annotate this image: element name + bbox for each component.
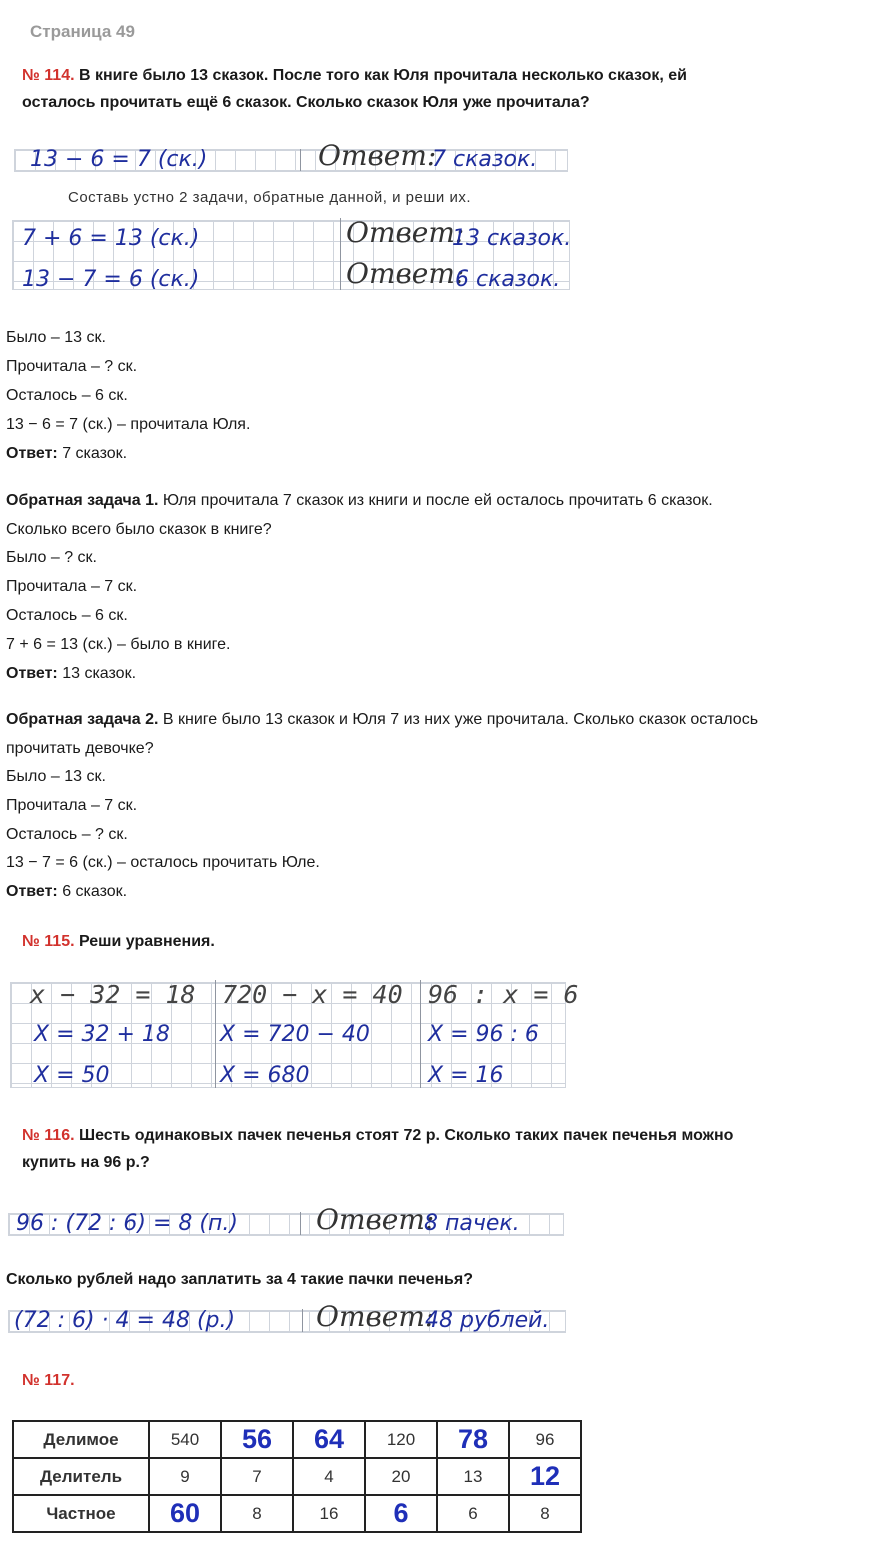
task-116-text-line2: купить на 96 р.? xyxy=(22,1154,150,1171)
table-cell-filled: 6 xyxy=(365,1495,437,1532)
inverse-2-line: 13 − 7 = 6 (ск.) – осталось прочитать Юле. xyxy=(6,854,320,871)
inverse-1-answer xyxy=(6,659,136,688)
grid-divider xyxy=(302,1309,303,1332)
explanation-line: 13 − 6 = 7 (ск.) – прочитала Юля. xyxy=(6,416,251,433)
table-cell: 4 xyxy=(293,1458,365,1495)
division-table xyxy=(12,1420,582,1533)
answer-word: Ответ: xyxy=(346,216,465,249)
task-117-number: № 117. xyxy=(22,1372,75,1389)
equation-2-step2: X = 680 xyxy=(220,1063,310,1088)
answer-value: 6 сказок. xyxy=(57,883,128,900)
equation-3-step2: X = 16 xyxy=(428,1063,504,1088)
answer-value: 7 сказок. xyxy=(57,445,128,462)
inverse-2-line: Было – 13 ск. xyxy=(6,768,106,785)
table-cell: 16 xyxy=(293,1495,365,1532)
task-116-text-line1: Шесть одинаковых пачек печенья стоят 72 р. Сколько таких пачек печенья можно xyxy=(79,1127,734,1144)
table-cell-filled: 12 xyxy=(509,1458,581,1495)
task-115-text: Реши уравнения. xyxy=(79,933,215,950)
answer-label: Ответ: xyxy=(6,665,58,682)
table-cell: 13 xyxy=(437,1458,509,1495)
table-row-quotient xyxy=(13,1495,581,1532)
explanation-line: Прочитала – ? ск. xyxy=(6,358,138,375)
inverse-1-label: Обратная задача 1. xyxy=(6,492,159,509)
task-117-header xyxy=(22,1367,75,1394)
table-cell: 6 xyxy=(437,1495,509,1532)
table-cell: 120 xyxy=(365,1421,437,1458)
table-cell: 7 xyxy=(221,1458,293,1495)
grid-divider xyxy=(420,980,421,1088)
equation-3-step1: X = 96 : 6 xyxy=(428,1022,539,1047)
table-cell: 540 xyxy=(149,1421,221,1458)
equation-1-step1: X = 32 + 18 xyxy=(34,1022,170,1047)
task-116-header xyxy=(22,1122,733,1176)
table-row-dividend xyxy=(13,1421,581,1458)
inverse-1-line: 7 + 6 = 13 (ск.) – было в книге. xyxy=(6,636,231,653)
task-114-header xyxy=(22,62,687,116)
equation-1: x − 32 = 18 xyxy=(30,980,196,1009)
solution-114-main: 13 − 6 = 7 (ск.) xyxy=(30,147,208,172)
task-116-question2: Сколько рублей надо заплатить за 4 такие пачки печенья? xyxy=(6,1271,473,1288)
inverse-2-text-line1: В книге было 13 сказок и Юля 7 из них уже прочитала. Сколько сказок осталось xyxy=(158,711,759,728)
answer-word: Ответ: xyxy=(346,257,465,290)
page-title: Страница 49 xyxy=(30,22,135,41)
task-114-text-line1: В книге было 13 сказок. После того как Юля прочитала несколько сказок, ей xyxy=(79,67,688,84)
task-114-number: № 114. xyxy=(22,67,75,84)
answer-word: Ответ: xyxy=(318,139,437,172)
inverse-2-line: Осталось – ? ск. xyxy=(6,826,128,843)
inverse-1-text xyxy=(6,486,713,515)
task-115-header xyxy=(22,928,215,955)
equation-2: 720 − x = 40 xyxy=(222,980,403,1009)
answer-label: Ответ: xyxy=(6,445,58,462)
equation-1-step2: X = 50 xyxy=(34,1063,110,1088)
table-cell-filled: 64 xyxy=(293,1421,365,1458)
instruction-text: Составь устно 2 задачи, обратные данной, и реши их. xyxy=(68,189,471,206)
solution-116-1: 96 : (72 : 6) = 8 (п.) xyxy=(16,1211,238,1236)
table-cell: 96 xyxy=(509,1421,581,1458)
answer-114-inverse-2: 6 сказок. xyxy=(455,267,561,292)
inverse-1-line: Осталось – 6 ск. xyxy=(6,607,128,624)
inverse-1-line: Было – ? ск. xyxy=(6,549,97,566)
explanation-answer xyxy=(6,439,127,468)
task-114-text-line2: осталось прочитать ещё 6 сказок. Сколько сказок Юля уже прочитала? xyxy=(22,94,590,111)
solution-114-inverse-2: 13 − 7 = 6 (ск.) xyxy=(22,267,200,292)
grid-divider xyxy=(300,149,301,171)
row-label-dividend: Делимое xyxy=(13,1421,149,1458)
table-cell-filled: 78 xyxy=(437,1421,509,1458)
answer-label: Ответ: xyxy=(6,883,58,900)
answer-word: Ответ: xyxy=(316,1300,435,1333)
explanation-line: Было – 13 ск. xyxy=(6,329,106,346)
table-cell: 8 xyxy=(509,1495,581,1532)
inverse-2-answer xyxy=(6,877,127,906)
inverse-1-text-line2: Сколько всего было сказок в книге? xyxy=(6,521,272,538)
table-cell-filled: 60 xyxy=(149,1495,221,1532)
answer-114-main: 7 сказок. xyxy=(432,147,538,172)
equation-3: 96 : x = 6 xyxy=(428,980,579,1009)
inverse-2-text-line2: прочитать девочке? xyxy=(6,740,154,757)
table-cell: 20 xyxy=(365,1458,437,1495)
answer-116-2: 48 рублей. xyxy=(425,1308,550,1333)
task-116-number: № 116. xyxy=(22,1127,75,1144)
explanation-line: Осталось – 6 ск. xyxy=(6,387,128,404)
answer-value: 13 сказок. xyxy=(57,665,137,682)
equation-2-step1: X = 720 − 40 xyxy=(220,1022,370,1047)
row-label-divisor: Делитель xyxy=(13,1458,149,1495)
table-cell: 8 xyxy=(221,1495,293,1532)
grid-divider xyxy=(300,1212,301,1235)
answer-word: Ответ: xyxy=(316,1203,435,1236)
inverse-2-line: Прочитала – 7 ск. xyxy=(6,797,138,814)
task-115-number: № 115. xyxy=(22,933,75,950)
inverse-1-text-line1: Юля прочитала 7 сказок из книги и после ей осталось прочитать 6 сказок. xyxy=(158,492,713,509)
solution-114-inverse-1: 7 + 6 = 13 (ск.) xyxy=(22,226,200,251)
solution-116-2: (72 : 6) · 4 = 48 (р.) xyxy=(14,1308,236,1333)
table-row-divisor xyxy=(13,1458,581,1495)
grid-divider xyxy=(340,218,341,290)
answer-116-1: 8 пачек. xyxy=(424,1211,520,1236)
row-label-quotient: Частное xyxy=(13,1495,149,1532)
inverse-2-text xyxy=(6,705,758,734)
grid-divider xyxy=(215,980,216,1088)
table-cell-filled: 56 xyxy=(221,1421,293,1458)
inverse-2-label: Обратная задача 2. xyxy=(6,711,159,728)
inverse-1-line: Прочитала – 7 ск. xyxy=(6,578,138,595)
answer-114-inverse-1: 13 сказок. xyxy=(452,226,572,251)
table-cell: 9 xyxy=(149,1458,221,1495)
